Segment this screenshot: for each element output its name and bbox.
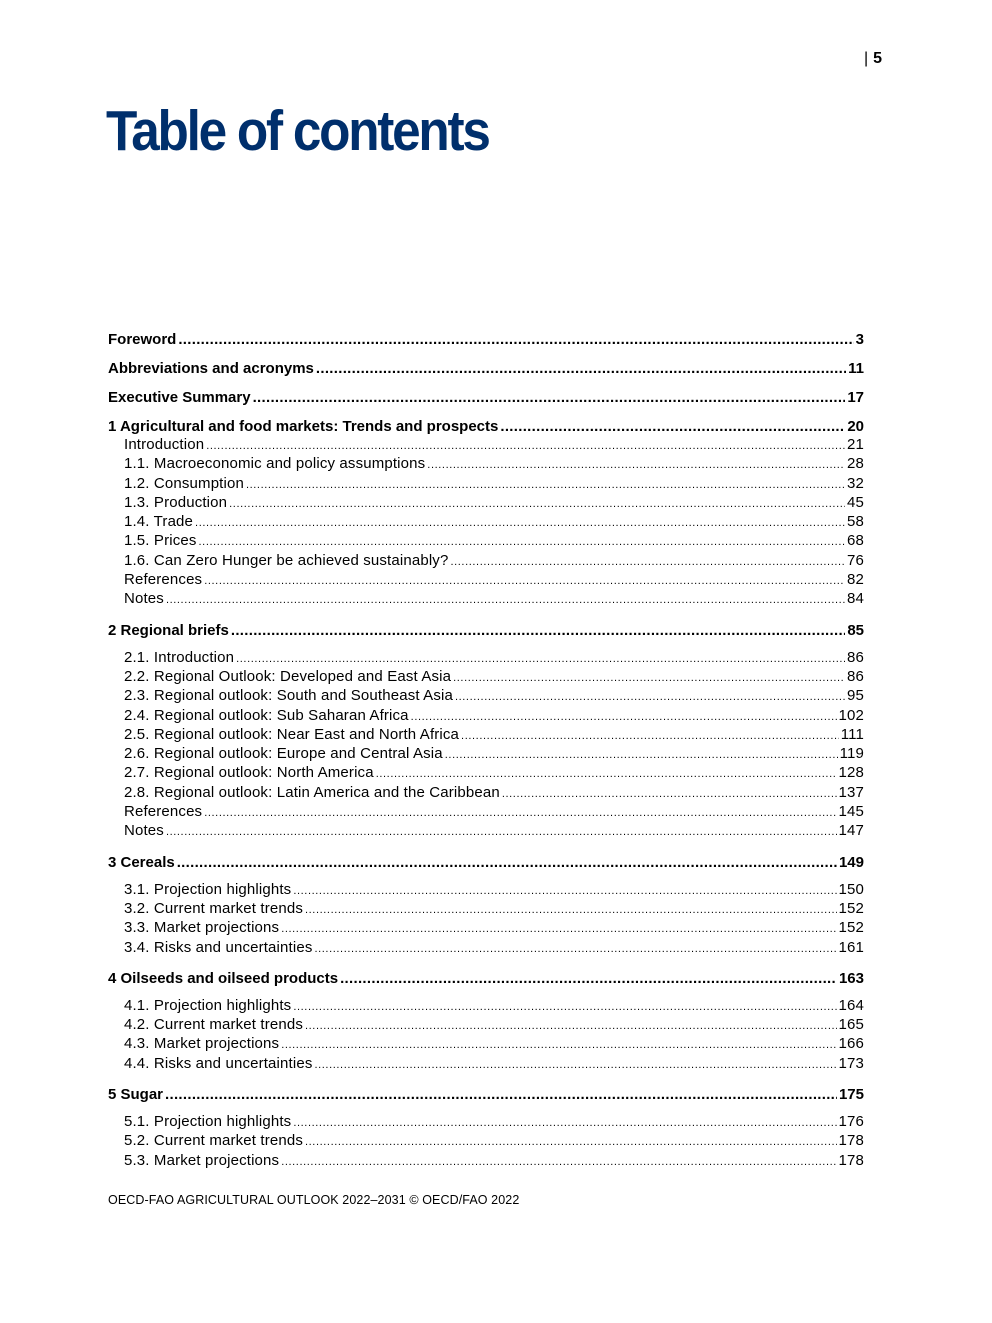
page-number-value: 5 [873, 50, 883, 67]
toc-chapter-entry[interactable] [108, 619, 864, 648]
toc-entry-label: 2.4. Regional outlook: Sub Saharan Africa [124, 706, 409, 724]
toc-entry-label: Notes [124, 822, 164, 840]
toc-dot-leader [411, 706, 837, 727]
toc-section-entry[interactable] [108, 1054, 864, 1073]
toc-entry-label: 5.2. Current market trends [124, 1132, 303, 1150]
toc-entry-label: 3.3. Market projections [124, 919, 280, 937]
toc-dot-leader [316, 357, 846, 381]
toc-section-entry[interactable] [108, 802, 864, 821]
toc-entry-label: 2.3. Regional outlook: South and Southeast Asia [124, 687, 453, 705]
toc-dot-leader [166, 821, 837, 842]
toc-dot-leader [195, 512, 845, 533]
toc-entry-label: Introduction [124, 436, 205, 453]
toc-entry-page-number: 95 [847, 687, 864, 705]
toc-dot-leader [427, 454, 845, 475]
toc-dot-leader [199, 531, 845, 552]
toc-entry-label: 2.8. Regional outlook: Latin America and the Caribbean [124, 783, 500, 801]
toc-section-entry[interactable] [108, 1015, 864, 1034]
toc-section-entry[interactable] [108, 474, 864, 493]
toc-dot-leader [229, 493, 845, 514]
toc-entry-label: 1.2. Consumption [124, 474, 244, 492]
toc-chapter-entry[interactable] [108, 967, 864, 996]
toc-entry-page-number: 166 [838, 1035, 864, 1053]
toc-entry-page-number: 32 [847, 474, 864, 492]
toc-dot-leader [293, 1112, 836, 1133]
toc-chapter-entry[interactable] [108, 415, 864, 435]
toc-entry-label: 3.2. Current market trends [124, 899, 303, 917]
toc-entry-page-number: 58 [847, 513, 864, 531]
toc-entry-page-number: 128 [838, 764, 864, 782]
toc-entry-page-number: 20 [847, 418, 864, 435]
toc-entry-label: 2 Regional briefs [108, 621, 229, 639]
toc-dot-leader [281, 1151, 836, 1172]
toc-entry-page-number: 147 [838, 822, 864, 840]
toc-entry-page-number: 176 [838, 1113, 864, 1131]
toc-entry-page-number: 102 [838, 706, 864, 724]
toc-entry-label: 2.5. Regional outlook: Near East and North Africa [124, 725, 460, 743]
toc-section-entry[interactable] [108, 531, 864, 550]
toc-section-entry[interactable] [108, 706, 864, 725]
toc-entry-label: Foreword [108, 331, 177, 348]
toc-entry-page-number: 152 [838, 899, 864, 917]
toc-entry-label: 5.3. Market projections [124, 1151, 280, 1169]
toc-entry-label: 1.5. Prices [124, 532, 197, 550]
toc-entry-label: 2.2. Regional Outlook: Developed and East Asia [124, 667, 452, 685]
toc-section-entry[interactable] [108, 821, 864, 840]
toc-chapter-entry[interactable] [108, 357, 864, 386]
toc-entry-label: References [124, 571, 203, 589]
toc-entry-label: 1.1. Macroeconomic and policy assumptions [124, 455, 426, 473]
toc-entry-label: 1.4. Trade [124, 513, 194, 531]
toc-entry-label: 3.4. Risks and uncertainties [124, 938, 313, 956]
toc-dot-leader [281, 918, 836, 939]
toc-entry-label: Executive Summary [108, 389, 251, 406]
toc-section-entry[interactable] [108, 570, 864, 589]
toc-section-entry[interactable] [108, 1131, 864, 1150]
toc-entry-page-number: 21 [847, 436, 864, 453]
toc-dot-leader [314, 938, 836, 959]
toc-entry-label: 2.7. Regional outlook: North America [124, 764, 374, 782]
toc-dot-leader [314, 1054, 836, 1075]
toc-dot-leader [293, 996, 836, 1017]
toc-dot-leader [453, 667, 845, 688]
toc-entry-label: 2.6. Regional outlook: Europe and Central Asia [124, 745, 443, 763]
toc-entry-label: Notes [124, 590, 164, 608]
toc-entry-label: 4.1. Projection highlights [124, 996, 292, 1014]
toc-dot-leader [502, 783, 837, 804]
toc-entry-page-number: 175 [838, 1086, 864, 1104]
toc-entry-page-number: 149 [838, 853, 864, 871]
toc-dot-leader [204, 570, 845, 591]
toc-dot-leader [236, 648, 845, 669]
toc-section-entry[interactable] [108, 938, 864, 957]
toc-section-entry[interactable] [108, 686, 864, 705]
toc-dot-leader [246, 474, 845, 495]
toc-entry-label: 3 Cereals [108, 853, 175, 871]
toc-entry-page-number: 86 [847, 667, 864, 685]
toc-section-entry[interactable] [108, 744, 864, 763]
toc-entry-page-number: 163 [838, 969, 864, 987]
toc-section-entry[interactable] [108, 435, 864, 454]
toc-entry-page-number: 28 [847, 455, 864, 473]
toc-dot-leader [376, 763, 837, 784]
toc-section-entry[interactable] [108, 589, 864, 608]
toc-chapter-entry[interactable] [108, 328, 864, 357]
toc-dot-leader [281, 1034, 836, 1055]
toc-entry-label: Abbreviations and acronyms [108, 360, 314, 377]
page-number [864, 50, 882, 68]
toc-dot-leader [204, 802, 836, 823]
toc-entry-page-number: 82 [847, 571, 864, 589]
toc-entry-page-number: 17 [847, 389, 864, 406]
page-footer: OECD-FAO AGRICULTURAL OUTLOOK 2022–2031 © OECD/FAO 2022 [108, 1193, 520, 1207]
toc-entry-page-number: 152 [838, 919, 864, 937]
toc-section-entry[interactable] [108, 880, 864, 899]
toc-section-entry[interactable] [108, 493, 864, 512]
toc-entry-page-number: 165 [838, 1016, 864, 1034]
toc-chapter-entry[interactable] [108, 851, 864, 880]
toc-dot-leader [166, 589, 845, 610]
toc-entry-label: 5 Sugar [108, 1086, 164, 1104]
toc-section-entry[interactable] [108, 667, 864, 686]
toc-entry-label: 4 Oilseeds and oilseed products [108, 969, 339, 987]
toc-section-entry[interactable] [108, 1112, 864, 1131]
toc-dot-leader [340, 967, 837, 991]
toc-entry-label: 4.2. Current market trends [124, 1016, 303, 1034]
toc-section-entry[interactable] [108, 1034, 864, 1053]
toc-dot-leader [178, 328, 853, 352]
toc-entry-page-number: 68 [847, 532, 864, 550]
toc-section-entry[interactable] [108, 454, 864, 473]
toc-dot-leader [305, 1131, 837, 1152]
toc-section-entry[interactable] [108, 783, 864, 802]
toc-entry-label: 4.4. Risks and uncertainties [124, 1054, 313, 1072]
toc-entry-page-number: 178 [838, 1132, 864, 1150]
toc-dot-leader [461, 725, 839, 746]
toc-entry-label: 1.3. Production [124, 493, 228, 511]
toc-dot-leader [206, 435, 845, 456]
toc-entry-page-number: 178 [838, 1151, 864, 1169]
page-title: Table of contents [106, 99, 489, 163]
toc-dot-leader [177, 851, 837, 875]
toc-entry-page-number: 3 [855, 331, 864, 348]
toc-dot-leader [455, 686, 845, 707]
toc-section-entry[interactable] [108, 996, 864, 1015]
toc-dot-leader [165, 1083, 837, 1107]
toc-dot-leader [450, 551, 845, 572]
toc-entry-label: 2.1. Introduction [124, 648, 235, 666]
toc-entry-page-number: 45 [847, 493, 864, 511]
toc-entry-page-number: 173 [838, 1054, 864, 1072]
toc-section-entry[interactable] [108, 899, 864, 918]
toc-entry-label: 1.6. Can Zero Hunger be achieved sustainably? [124, 551, 449, 569]
toc-section-entry[interactable] [108, 551, 864, 570]
toc-entry-page-number: 84 [847, 590, 864, 608]
toc-dot-leader [305, 1015, 837, 1036]
toc-dot-leader [293, 880, 836, 901]
toc-entry-page-number: 85 [847, 621, 864, 639]
toc-entry-page-number: 86 [847, 648, 864, 666]
toc-entry-label: 1 Agricultural and food markets: Trends and prospects [108, 418, 499, 435]
toc-entry-page-number: 145 [838, 803, 864, 821]
toc-entry-label: References [124, 803, 203, 821]
toc-entry-page-number: 150 [838, 880, 864, 898]
toc-entry-page-number: 76 [847, 551, 864, 569]
toc-chapter-entry[interactable] [108, 386, 864, 415]
toc-dot-leader [305, 899, 837, 920]
toc-entry-label: 3.1. Projection highlights [124, 880, 292, 898]
page-number-separator: | [864, 50, 869, 67]
toc-section-entry[interactable] [108, 763, 864, 782]
table-of-contents [108, 328, 864, 1170]
toc-entry-page-number: 11 [848, 360, 864, 377]
toc-dot-leader [253, 386, 846, 410]
toc-dot-leader [445, 744, 838, 765]
toc-section-entry[interactable] [108, 512, 864, 531]
toc-entry-page-number: 119 [839, 745, 864, 763]
toc-entry-page-number: 137 [838, 783, 864, 801]
toc-entry-page-number: 161 [838, 938, 864, 956]
toc-section-entry[interactable] [108, 725, 864, 744]
toc-chapter-entry[interactable] [108, 1083, 864, 1112]
toc-section-entry[interactable] [108, 918, 864, 937]
toc-entry-label: 4.3. Market projections [124, 1035, 280, 1053]
toc-entry-page-number: 111 [840, 725, 864, 743]
toc-entry-page-number: 164 [838, 996, 864, 1014]
toc-dot-leader [231, 619, 845, 643]
toc-section-entry[interactable] [108, 1151, 864, 1170]
toc-entry-label: 5.1. Projection highlights [124, 1113, 292, 1131]
toc-section-entry[interactable] [108, 648, 864, 667]
